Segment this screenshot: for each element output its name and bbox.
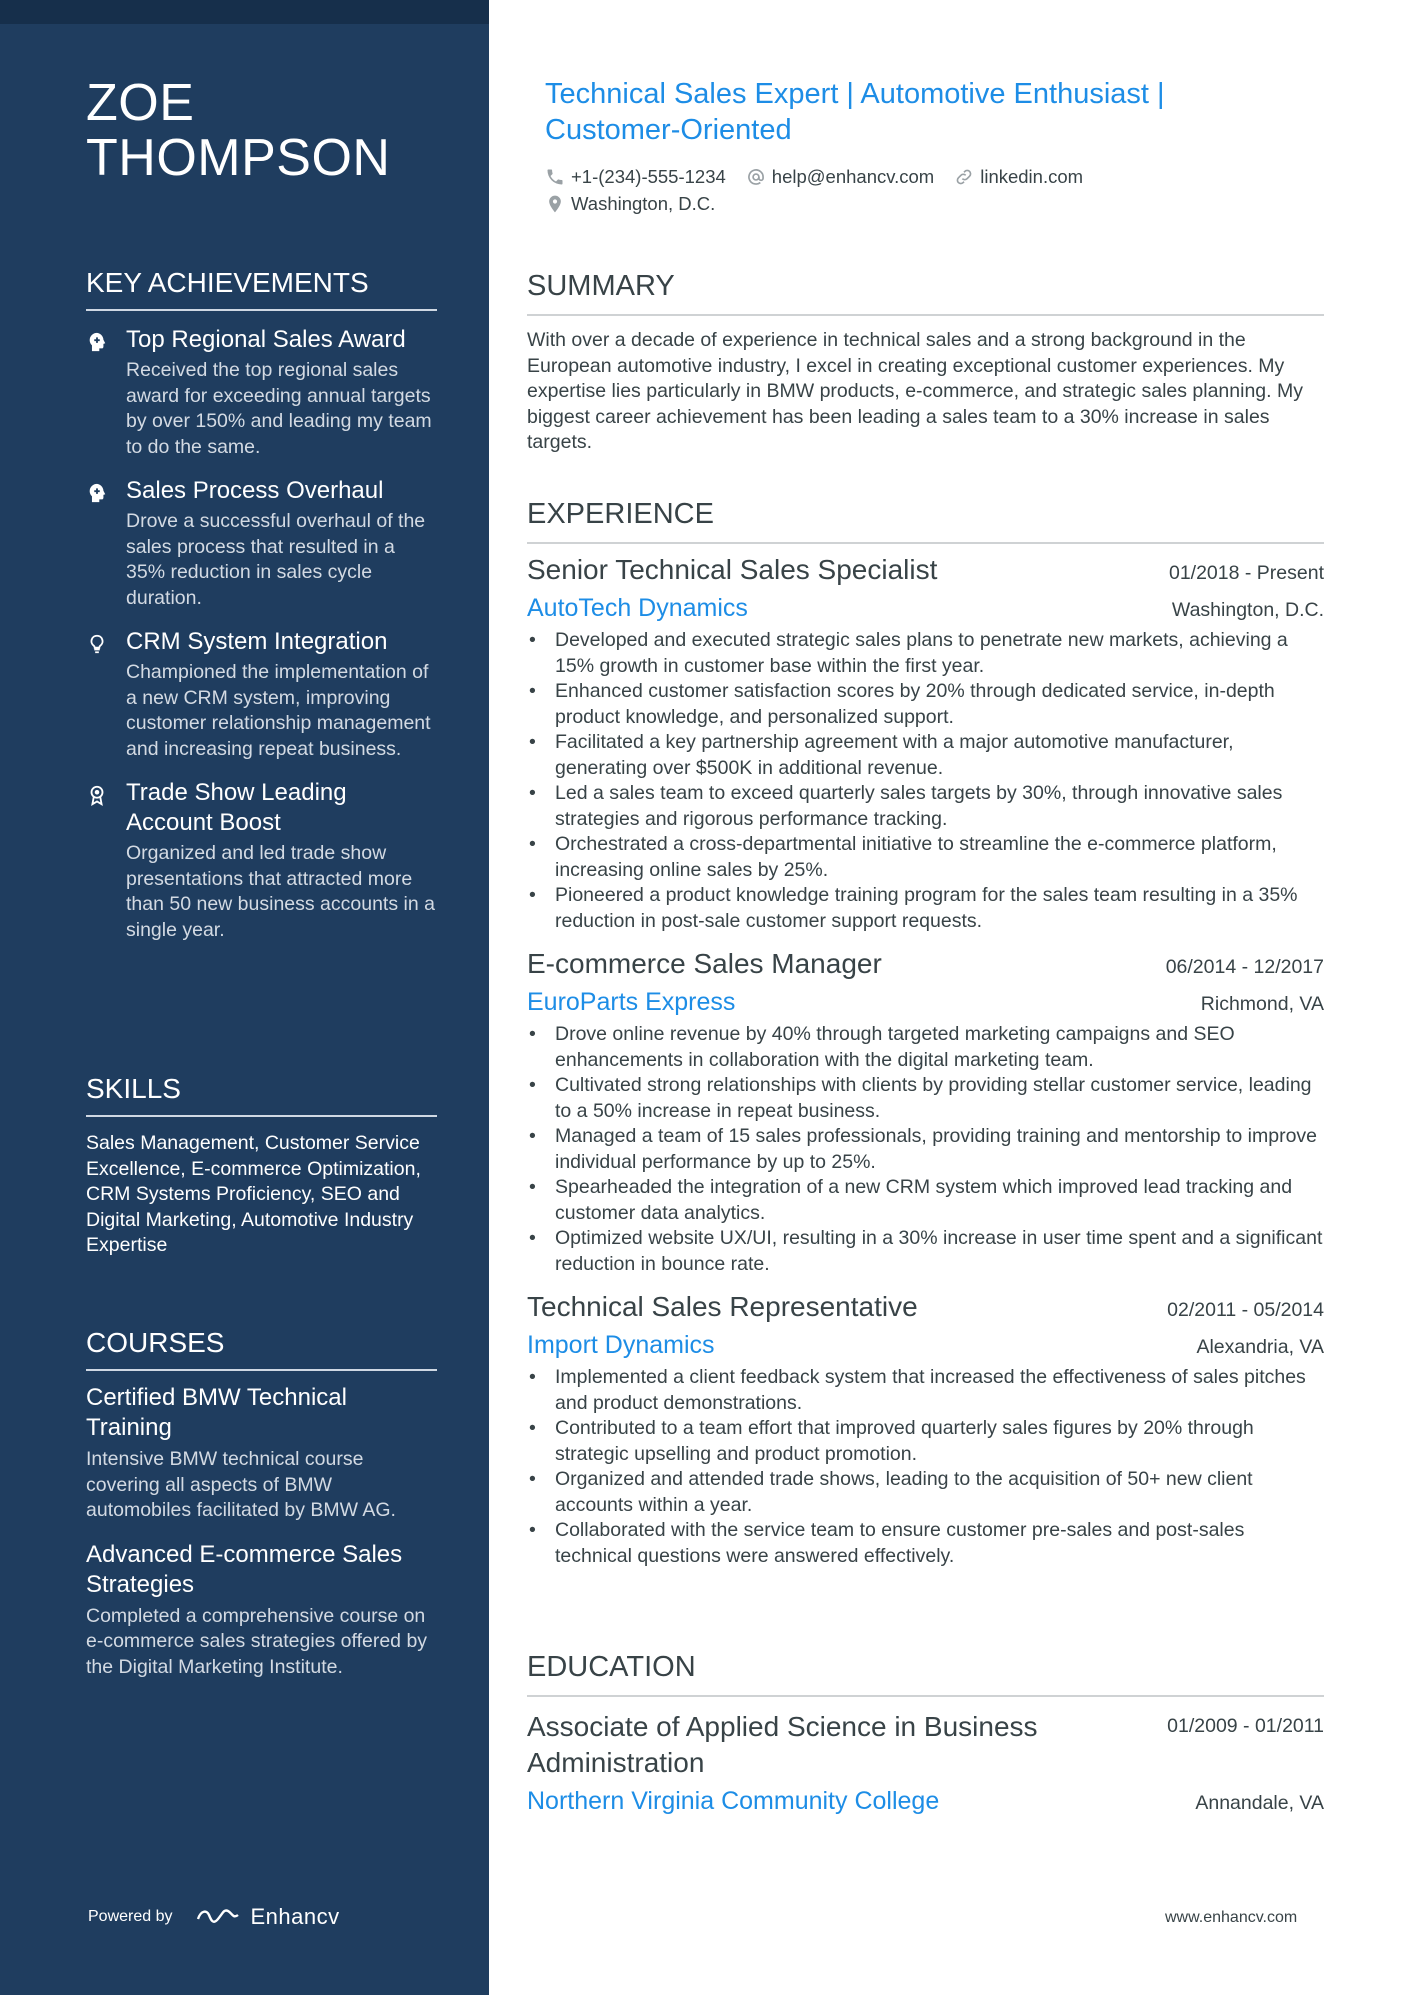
achievement-title: Trade Show Leading Account Boost: [126, 779, 347, 836]
achievement-title: CRM System Integration: [126, 628, 388, 655]
contact-phone[interactable]: [545, 166, 726, 188]
skills-list: Sales Management, Customer Service Excellence, E-commerce Optimization, CRM Systems Proficiency, SEO and Digital Marketing, Automotive Industry Expertise: [86, 1132, 421, 1256]
contact-row: [545, 190, 1305, 217]
education-degree: Associate of Applied Science in Business Administration: [527, 1711, 1038, 1778]
job-date: 02/2011 - 05/2014: [1167, 1299, 1324, 1321]
job-location: Alexandria, VA: [1196, 1336, 1324, 1358]
job-location: Washington, D.C.: [1171, 599, 1324, 621]
award-icon: [86, 784, 108, 806]
contact-location: [545, 193, 715, 215]
achievement-description: Organized and led trade show presentations that attracted more than 50 new business accounts in a single year.: [126, 842, 435, 941]
contact-link[interactable]: [954, 166, 1083, 188]
job-entry: [527, 946, 1324, 1277]
job-title: Senior Technical Sales Specialist: [527, 554, 938, 585]
job-bullet: • Facilitated a key partnership agreement with a major automotive manufacturer, generating over $500K in additional revenue.: [527, 730, 1324, 781]
achievement-item: [86, 627, 437, 762]
name-last: THOMPSON: [86, 129, 391, 187]
powered-by-label: Powered by: [88, 1908, 173, 1925]
job-date: 06/2014 - 12/2017: [1165, 956, 1324, 978]
job-bullet: • Orchestrated a cross-departmental initiative to streamline the e-commerce platform, increasing online sales by 25%.: [527, 832, 1324, 883]
key-achievements-heading: KEY ACHIEVEMENTS: [86, 265, 437, 311]
job-company: EuroParts Express: [527, 988, 736, 1016]
summary-text: With over a decade of experience in technical sales and a strong background in the European automotive industry, I excel in creating exceptional customer experiences. My expertise lies particularly in BMW products, e-commerce, and strategic sales planning. My biggest career achievement has been leading a sales team to a 30% increase in sales targets.: [527, 329, 1303, 453]
at-sign-icon: [746, 167, 766, 187]
experience-section: [527, 496, 1324, 1569]
education-entry: [527, 1709, 1324, 1817]
job-bullet: • Cultivated strong relationships with clients by providing stellar customer service, leading to a 50% increase in repeat business.: [527, 1073, 1324, 1124]
job-bullet: • Drove online revenue by 40% through targeted marketing campaigns and SEO enhancements in collaboration with the digital marketing team.: [527, 1022, 1324, 1073]
education-location: Annandale, VA: [1195, 1792, 1324, 1814]
key-achievements-section: [86, 265, 437, 943]
job-bullet: • Developed and executed strategic sales plans to penetrate new markets, achieving a 15% growth in customer base within the first year.: [527, 628, 1324, 679]
achievement-title: Sales Process Overhaul: [126, 477, 384, 504]
achievement-item: [86, 325, 437, 460]
sidebar: [0, 0, 489, 1995]
link-icon: [954, 167, 974, 187]
job-bullet: • Collaborated with the service team to ensure customer pre-sales and post-sales technical questions were answered effectively.: [527, 1518, 1324, 1569]
job-bullet: • Enhanced customer satisfaction scores by 20% through dedicated service, in-depth product knowledge, and personalized support.: [527, 679, 1324, 730]
job-header: [527, 946, 1324, 982]
achievement-item: [86, 778, 437, 943]
achievement-description: Received the top regional sales award for exceeding annual targets by over 150% and leading my team to do the same.: [126, 359, 432, 458]
job-company-row: [527, 982, 1324, 1018]
job-date: 01/2018 - Present: [1168, 562, 1324, 584]
job-bullets: [527, 628, 1324, 934]
achievement-title: Top Regional Sales Award: [126, 326, 406, 353]
job-bullet: • Contributed to a team effort that improved quarterly sales figures by 20% through strategic upselling and product promotion.: [527, 1416, 1324, 1467]
summary-heading: SUMMARY: [527, 268, 1324, 316]
job-company: Import Dynamics: [527, 1331, 715, 1359]
course-title: Certified BMW Technical Training: [86, 1384, 347, 1441]
candidate-name: [86, 76, 446, 186]
job-entry: [527, 1289, 1324, 1569]
job-company-row: [527, 1325, 1324, 1361]
enhancv-brand-name: Enhancv: [250, 1904, 340, 1929]
job-title: E-commerce Sales Manager: [527, 948, 882, 979]
lightbulb-icon: [86, 633, 108, 655]
course-item: [86, 1540, 437, 1681]
job-header: [527, 1289, 1324, 1325]
course-item: [86, 1383, 437, 1524]
location-text: Washington, D.C.: [571, 192, 716, 214]
experience-heading: EXPERIENCE: [527, 496, 1324, 544]
name-first: ZOE: [86, 74, 195, 132]
location-pin-icon: [545, 194, 565, 214]
job-bullet: • Led a sales team to exceed quarterly sales targets by 30%, through innovative sales strategies and rigorous performance tracking.: [527, 781, 1324, 832]
achievement-item: [86, 476, 437, 611]
skills-section: [86, 1071, 437, 1259]
job-bullet: • Organized and attended trade shows, leading to the acquisition of 50+ new client accounts within a year.: [527, 1467, 1324, 1518]
summary-section: [527, 268, 1324, 456]
course-description: Completed a comprehensive course on e-commerce sales strategies offered by the Digital Marketing Institute.: [86, 1604, 428, 1678]
head-icon: [86, 331, 108, 353]
powered-by: [88, 1904, 340, 1930]
job-company: AutoTech Dynamics: [527, 594, 748, 622]
head-icon: [86, 482, 108, 504]
contact-info: [545, 163, 1305, 217]
contact-row: [545, 163, 1305, 190]
job-bullets: [527, 1022, 1324, 1277]
job-bullet: • Spearheaded the integration of a new CRM system which improved lead tracking and customer data analytics.: [527, 1175, 1324, 1226]
job-bullet: • Pioneered a product knowledge training program for the sales team resulting in a 35% reduction in post-sale customer support requests.: [527, 883, 1324, 934]
education-date: 01/2009 - 01/2011: [1167, 1715, 1324, 1737]
email-text: help@enhancv.com: [771, 165, 935, 187]
headline-tagline: Technical Sales Expert | Automotive Enthusiast | Customer-Oriented: [545, 78, 1165, 146]
education-section: [527, 1649, 1324, 1817]
education-heading: EDUCATION: [527, 1649, 1324, 1697]
course-description: Intensive BMW technical course covering all aspects of BMW automobiles facilitated by BMW AG.: [86, 1448, 396, 1521]
education-header: [527, 1709, 1324, 1781]
achievement-description: Championed the implementation of a new CRM system, improving customer relationship management and increasing repeat business.: [126, 661, 431, 760]
contact-email[interactable]: [746, 166, 934, 188]
sidebar-top-bar: [0, 0, 489, 24]
achievement-description: Drove a successful overhaul of the sales process that resulted in a 35% reduction in sales cycle duration.: [126, 510, 426, 609]
courses-section: [86, 1325, 437, 1680]
job-location: Richmond, VA: [1200, 993, 1324, 1015]
link-text: linkedin.com: [980, 165, 1084, 187]
enhancv-logo[interactable]: [195, 1904, 340, 1930]
job-entry: [527, 552, 1324, 934]
phone-icon: [545, 167, 565, 187]
job-company-row: [527, 588, 1324, 624]
job-bullet: • Optimized website UX/UI, resulting in a 30% increase in user time spent and a significant reduction in bounce rate.: [527, 1226, 1324, 1277]
courses-heading: COURSES: [86, 1325, 437, 1371]
job-bullet: • Implemented a client feedback system that increased the effectiveness of sales pitches and product demonstrations.: [527, 1365, 1324, 1416]
skills-heading: SKILLS: [86, 1071, 437, 1117]
course-title: Advanced E-commerce Sales Strategies: [86, 1540, 403, 1598]
phone-text: +1-(234)-555-1234: [571, 165, 726, 187]
job-header: [527, 552, 1324, 588]
footer-url[interactable]: www.enhancv.com: [1165, 1909, 1298, 1926]
education-school: Northern Virginia Community College: [527, 1787, 940, 1815]
job-bullet: • Managed a team of 15 sales professionals, providing training and mentorship to improve individual performance by up to 25%.: [527, 1124, 1324, 1175]
enhancv-logo-icon: [195, 1905, 241, 1929]
job-title: Technical Sales Representative: [527, 1291, 918, 1322]
education-school-row: [527, 1781, 1324, 1817]
job-bullets: [527, 1365, 1324, 1569]
